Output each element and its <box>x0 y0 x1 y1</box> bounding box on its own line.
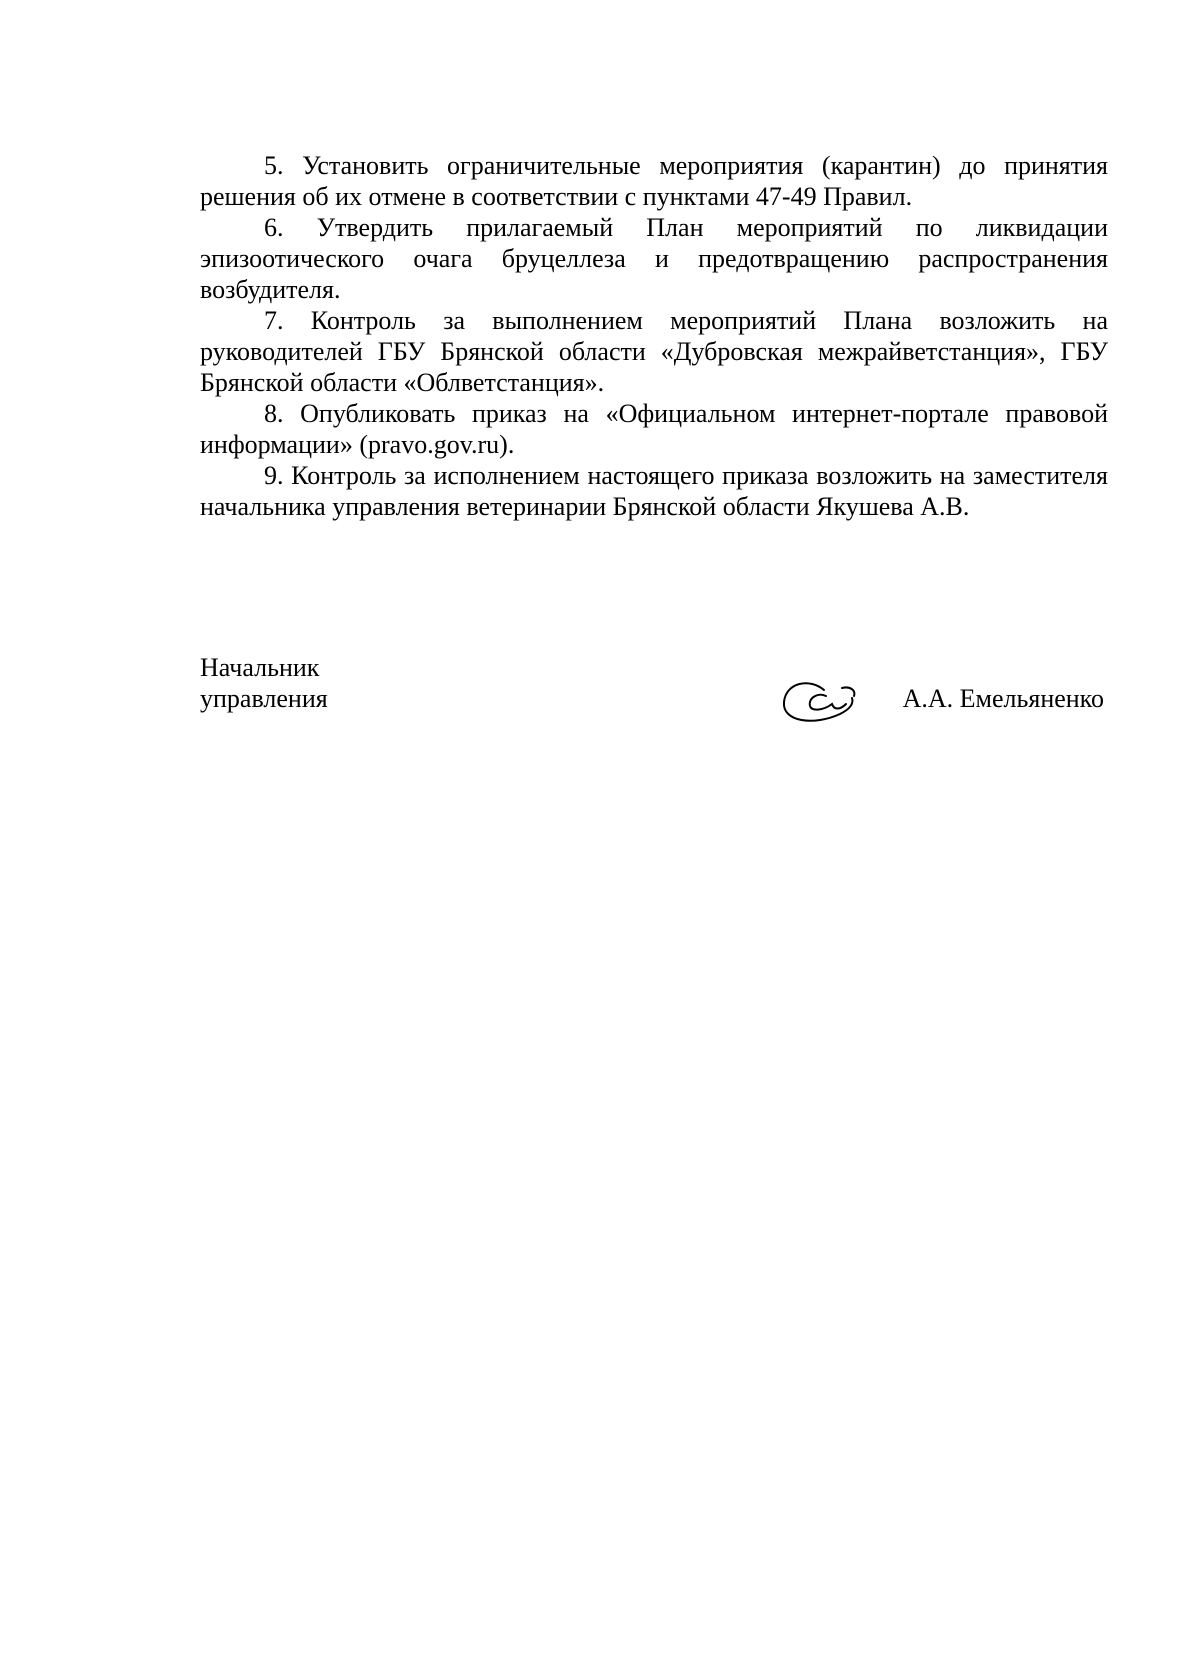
paragraph-8: 8. Опубликовать приказ на «Официальном интернет-портале правовой информации» (pravo.gov.ru). <box>200 399 1108 459</box>
signatory-title-line-1: Начальник <box>200 653 320 682</box>
paragraph-7: 7. Контроль за выполнением мероприятий Плана возложить на руководителей ГБУ Брянской области «Дубровская межрайветстанция», ГБУ Брянской области «Облветстанция». <box>200 306 1108 397</box>
paragraph-6: 6. Утвердить прилагаемый План мероприятий по ликвидации эпизоотического очага бруцеллеза и предотвращению распространения возбудителя. <box>200 213 1108 304</box>
paragraph-5: 5. Установить ограничительные мероприятия (карантин) до принятия решения об их отмене в соответствии с пунктами 47-49 Правил. <box>200 151 1108 211</box>
signature-block <box>200 652 1108 732</box>
signatory-title <box>200 652 328 714</box>
handwritten-signature-icon <box>780 674 860 730</box>
paragraph-9: 9. Контроль за исполнением настоящего приказа возложить на заместителя начальника управления ветеринарии Брянской области Якушева А.В. <box>200 461 1108 521</box>
signatory-title-line-2: управления <box>200 684 328 713</box>
signatory-name: А.А. Емельяненко <box>902 684 1104 713</box>
document-body <box>200 150 1108 522</box>
